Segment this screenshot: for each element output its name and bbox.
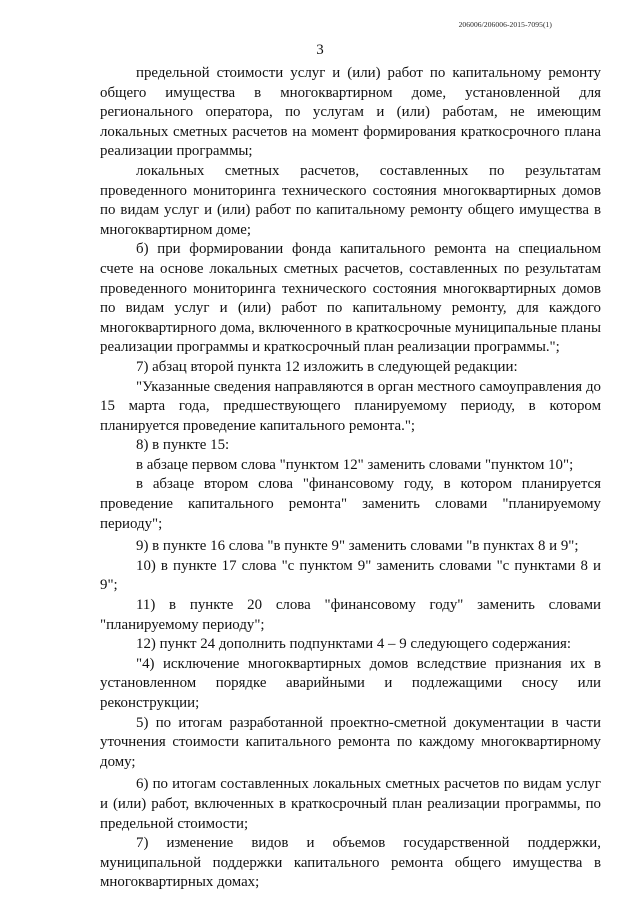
paragraph-subitem-4: "4) исключение многоквартирных домов вследствие признания их в установленном порядке аварийными и подлежащими сносу или реконструкции; bbox=[100, 655, 601, 711]
paragraph-item-11: 11) в пункте 20 слова "финансовому году" заменить словами "планируемому периоду"; bbox=[100, 597, 601, 633]
paragraph-price-limit: предельной стоимости услуг и (или) работ по капитальному ремонту общего имущества в многоквартирном доме, установленной для регионального оператора, по услугам и (или) работам, не имеющим локальных сметных расчетов на момент формирования краткосрочного плана реализации программы; bbox=[100, 65, 601, 160]
paragraph-item-10: 10) в пункте 17 слова "с пунктом 9" заменить словами "с пунктами 8 и 9"; bbox=[100, 557, 601, 594]
paragraph-subitem-5: 5) по итогам разработанной проектно-сметной документации в части уточнения стоимости капитального ремонта по каждому многоквартирному дому; bbox=[100, 714, 601, 770]
page-number: 3 bbox=[316, 42, 324, 58]
paragraph-second-abzac: в абзаце втором слова "финансовому году, в котором планируется проведение капитального ремонта" заменить словами "планируемому периоду"; bbox=[100, 476, 601, 532]
paragraph-quoted-deadline: "Указанные сведения направляются в орган местного самоуправления до 15 марта года, предшествующего планируемому периоду, в котором планируется проведение капитального ремонта."; bbox=[100, 378, 601, 434]
paragraph-first-abzac: в абзаце первом слова "пунктом 12" заменить словами "пунктом 10"; bbox=[136, 456, 574, 473]
document-id: 206006/206006-2015-7095(1) bbox=[458, 20, 552, 29]
paragraph-subitem-7: 7) изменение видов и объемов государственной поддержки, муниципальной поддержки капитального ремонта общего имущества в многоквартирных домах; bbox=[100, 835, 601, 891]
paragraph-item-12: 12) пункт 24 дополнить подпунктами 4 – 9 следующего содержания: bbox=[136, 636, 572, 653]
paragraph-item-9: 9) в пункте 16 слова "в пункте 9" заменить словами "в пунктах 8 и 9"; bbox=[136, 538, 579, 555]
paragraph-item-8: 8) в пункте 15: bbox=[136, 437, 230, 454]
paragraph-item-7: 7) абзац второй пункта 12 изложить в следующей редакции: bbox=[136, 358, 518, 375]
paragraph-item-b: б) при формировании фонда капитального ремонта на специальном счете на основе локальных сметных расчетов, составленных по результатам проведенного мониторинга технического состояния многоквартирных домов по видам услуг и (или) работ по капитальному ремонту, для каждого многоквартирного дома, включенного в краткосрочные муниципальные планы реализации программы и краткосрочный план реализации программы."; bbox=[100, 241, 601, 356]
document-body bbox=[100, 64, 601, 893]
paragraph-subitem-6: 6) по итогам составленных локальных сметных расчетов по видам услуг и (или) работ, включенных в краткосрочный план реализации программы, по предельной стоимости; bbox=[100, 776, 601, 832]
paragraph-local-estimates: локальных сметных расчетов, составленных по результатам проведенного мониторинга технического состояния многоквартирных домов по видам услуг и (или) работ по капитальному ремонту общего имущества в многоквартирном доме; bbox=[100, 162, 601, 238]
